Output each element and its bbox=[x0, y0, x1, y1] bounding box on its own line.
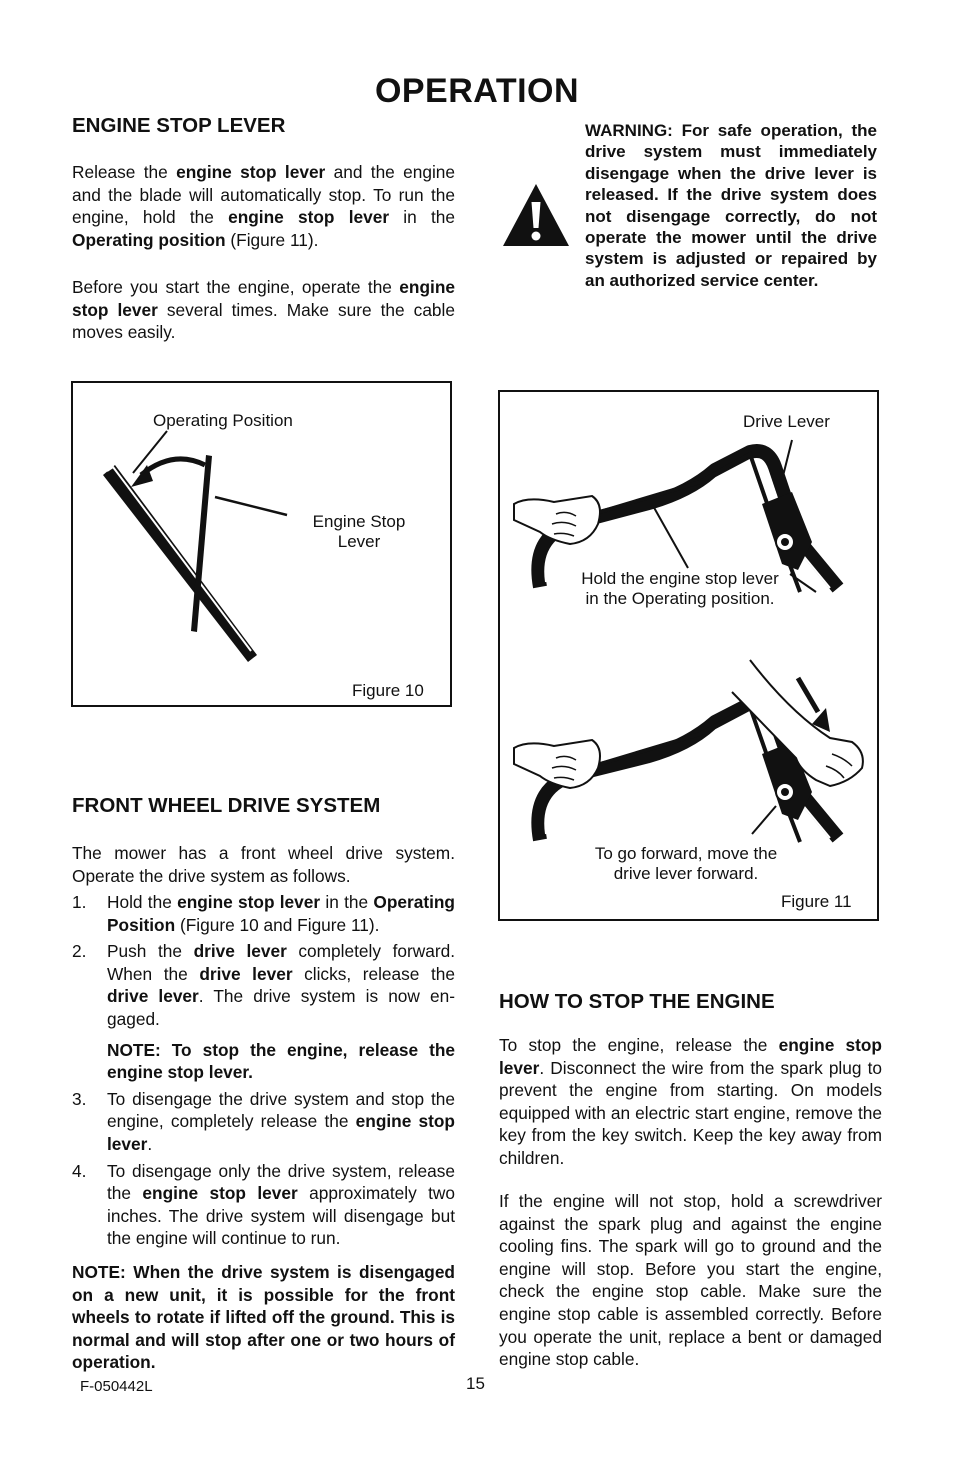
doc-code: F-050442L bbox=[80, 1378, 153, 1395]
text-run: and the engine and the blade will automatically stop. To run the engine, hold the bbox=[72, 162, 456, 228]
stop-engine-heading: HOW TO STOP THE ENGINE bbox=[499, 990, 775, 1013]
step-text bbox=[107, 1089, 455, 1154]
figure-11-hold-label-line2: in the Operating position. bbox=[585, 589, 775, 608]
step-text bbox=[107, 892, 455, 935]
warning-text: WARNING: For safe operation, the drive system must immediately disengage when the drive lever is released. If the drive system does not disengage correctly, do not operate the mower until the drive system is adjusted or repaired by an authorized service center. bbox=[585, 121, 877, 290]
bold-term: engine stop lever bbox=[228, 207, 390, 228]
bold-term: drive lever bbox=[107, 986, 199, 1007]
text-run: in the bbox=[389, 207, 455, 228]
figure-11-hold-label-line1: Hold the engine stop lever bbox=[581, 569, 779, 588]
front-wheel-note: NOTE: When the drive system is disengaged on a new unit, it is possible for the front wheels to rotate if lifted off the ground. This is normal and will stop after one or two hours of operation. bbox=[72, 1262, 455, 1373]
step-item bbox=[72, 1160, 455, 1250]
text-run: Push the bbox=[107, 941, 194, 962]
text-run: Hold the bbox=[107, 892, 178, 912]
front-wheel-intro: The mower has a front wheel drive system. Operate the drive system as follows. bbox=[72, 843, 455, 886]
step-item bbox=[72, 1088, 455, 1156]
bold-term: engine stop lever bbox=[107, 1111, 455, 1154]
step-number: 4. bbox=[72, 1160, 87, 1181]
text-run: To stop the engine, release the bbox=[499, 1035, 779, 1055]
step-note: NOTE: To stop the engine, release the engine stop lever. bbox=[107, 1039, 455, 1083]
text-run: To disengage only the drive system, release the bbox=[107, 1160, 455, 1204]
page-title: OPERATION bbox=[374, 72, 580, 110]
bold-term: engine stop lever bbox=[177, 892, 321, 912]
figure-11 bbox=[498, 390, 879, 921]
text-run: completely forward. When the bbox=[107, 941, 456, 984]
step-item bbox=[72, 940, 455, 1084]
step-text bbox=[107, 941, 455, 1029]
bold-term: Operating Position bbox=[107, 892, 455, 935]
figure-10-caption: Figure 10 bbox=[352, 681, 424, 700]
bold-term: engine stop lever bbox=[142, 1183, 298, 1204]
bold-term: drive lever bbox=[199, 963, 293, 984]
figure-11-forward-label-line1: To go forward, move the bbox=[594, 844, 778, 863]
bold-term: engine stop lever bbox=[499, 1035, 882, 1078]
stop-engine-paragraph-2: If the engine will not stop, hold a screwdriver against the spark plug and against the engine cooling fins. The spark will go to ground and the engine will stop. Before you start the engine, check the engine stop cable. Make sure the engine stop cable is assembled correctly. Before you operate the unit, replace a bent or damaged engine stop cable. bbox=[499, 1191, 882, 1370]
figure-10-operating-label: Operating Position bbox=[153, 411, 293, 430]
page-number: 15 bbox=[466, 1374, 485, 1393]
figure-10-lever-label bbox=[299, 512, 419, 552]
text-run: (Figure 10 and Figure 11). bbox=[175, 914, 380, 935]
text-run: . bbox=[147, 1133, 153, 1154]
text-run: . Disconnect the wire from the spark plug to prevent the engine from starting. On models equipped with an electric start engine, remove the key from the key switch. Keep the key away from children. bbox=[499, 1057, 882, 1168]
front-wheel-steps bbox=[72, 891, 455, 1254]
text-run: . The drive system is now engaged. bbox=[107, 986, 455, 1029]
text-run: Before you start the engine, operate the bbox=[72, 277, 400, 297]
figure-11-hold-label bbox=[550, 569, 810, 609]
engine-stop-paragraph-2 bbox=[72, 276, 455, 344]
bold-term: engine stop lever bbox=[72, 277, 455, 320]
step-item bbox=[72, 891, 455, 936]
engine-stop-heading: ENGINE STOP LEVER bbox=[72, 114, 286, 137]
stop-engine-paragraph-1 bbox=[499, 1034, 882, 1170]
step-number: 2. bbox=[72, 941, 87, 962]
front-wheel-heading: FRONT WHEEL DRIVE SYSTEM bbox=[72, 794, 381, 817]
bold-term: Operating position bbox=[72, 229, 226, 250]
warning-triangle-icon bbox=[501, 182, 571, 248]
text-run: To disengage the drive system and stop the engine, completely release the bbox=[107, 1088, 455, 1132]
figure-11-forward-label bbox=[566, 844, 806, 884]
figure-10-lever-label-line2: Lever bbox=[337, 532, 381, 551]
engine-stop-paragraph-1 bbox=[72, 161, 455, 251]
text-run: in the bbox=[320, 892, 374, 912]
bold-term: engine stop lever bbox=[176, 162, 326, 182]
step-number: 3. bbox=[72, 1088, 87, 1109]
step-text bbox=[107, 1161, 455, 1249]
figure-10 bbox=[71, 381, 452, 707]
step-number: 1. bbox=[72, 892, 87, 912]
text-run: several times. Make sure the cable moves easily. bbox=[72, 299, 455, 343]
text-run: clicks, release the bbox=[292, 963, 455, 984]
figure-10-lever-label-line1: Engine Stop bbox=[312, 512, 406, 531]
bold-term: drive lever bbox=[193, 941, 287, 962]
text-run: (Figure 11). bbox=[225, 229, 319, 250]
figure-11-drive-lever-label: Drive Lever bbox=[743, 412, 830, 431]
text-run: Release the bbox=[72, 162, 177, 182]
text-run: approximately two inches. The drive system will disengage but the engine will continue to run. bbox=[107, 1183, 456, 1249]
figure-11-forward-label-line2: drive lever forward. bbox=[613, 864, 759, 883]
figure-11-caption: Figure 11 bbox=[781, 892, 852, 911]
